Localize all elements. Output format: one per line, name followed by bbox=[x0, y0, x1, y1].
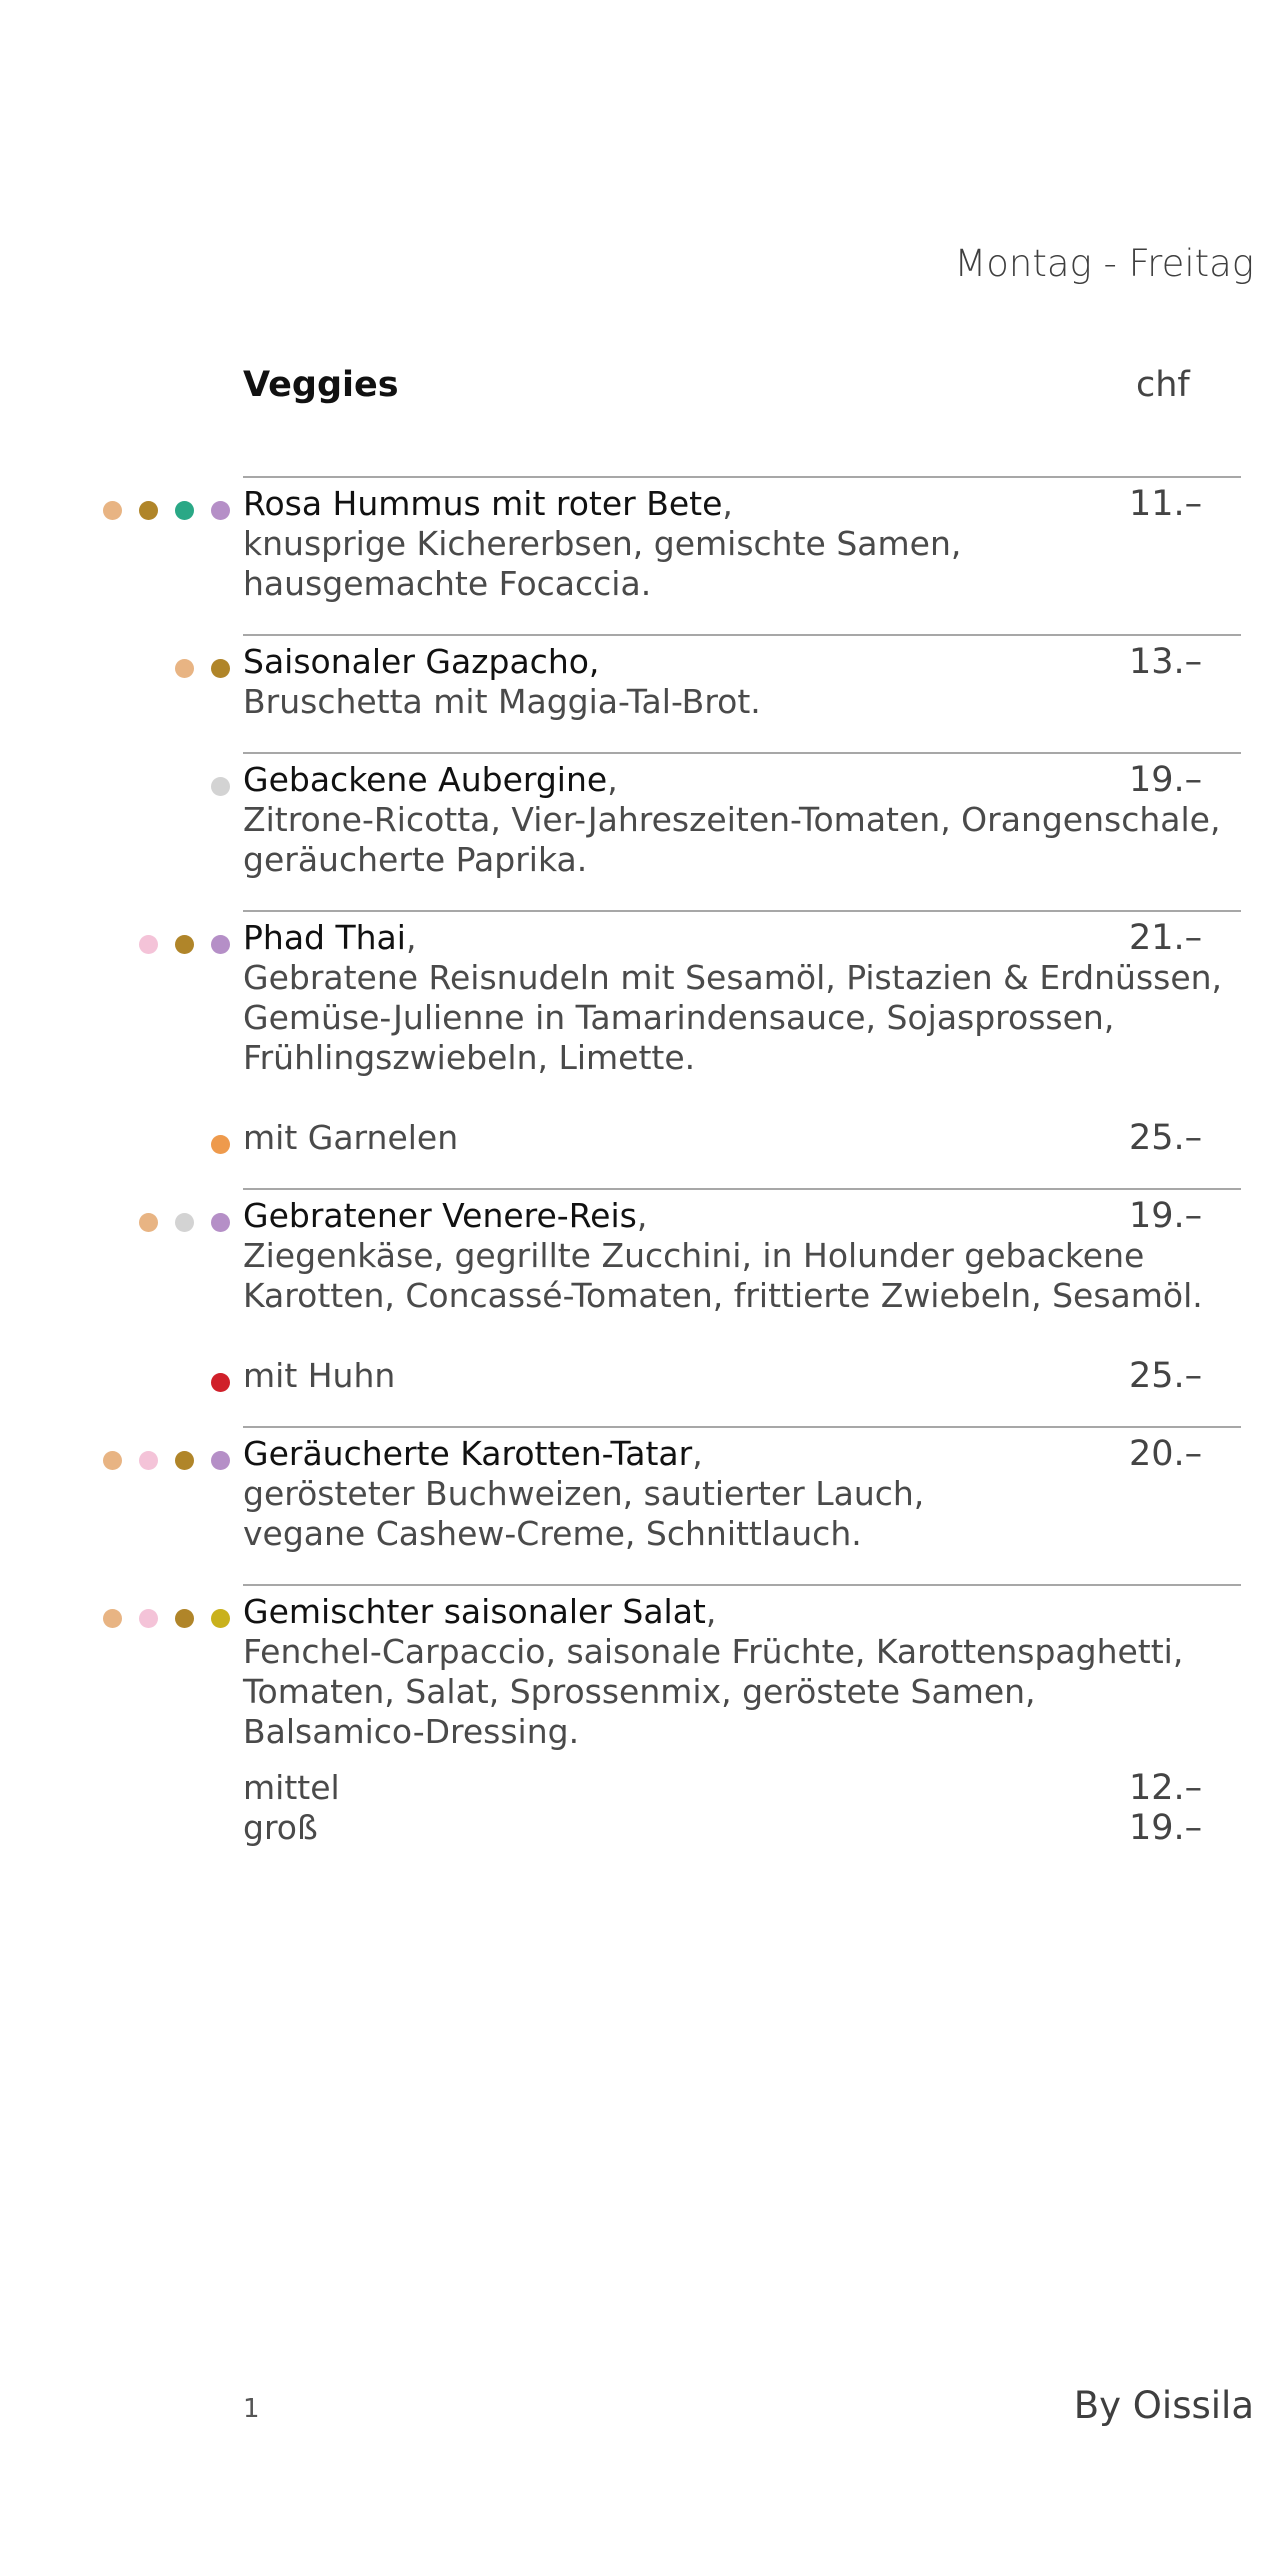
diet-dot-icon bbox=[103, 501, 122, 520]
size-label: groß bbox=[243, 1808, 318, 1847]
item-description: vegane Cashew-Creme, Schnittlauch. bbox=[243, 1514, 862, 1553]
item-description: Karotten, Concassé-Tomaten, frittierte Zwiebeln, Sesamöl. bbox=[243, 1276, 1203, 1315]
item-price: 19.– bbox=[1129, 1196, 1203, 1236]
diet-dots bbox=[211, 1373, 230, 1392]
diet-dot-icon bbox=[211, 1451, 230, 1470]
item-price: 13.– bbox=[1129, 642, 1203, 682]
item-name: Gebackene Aubergine bbox=[243, 760, 608, 799]
diet-dots bbox=[139, 935, 230, 954]
item-name: Gemischter saisonaler Salat bbox=[243, 1592, 706, 1631]
item-name-suffix: , bbox=[607, 760, 618, 799]
diet-dot-icon bbox=[103, 1451, 122, 1470]
size-label: mittel bbox=[243, 1768, 340, 1807]
item-name-line bbox=[243, 484, 1241, 524]
diet-dot-icon bbox=[211, 659, 230, 678]
item-name-suffix: , bbox=[692, 1434, 703, 1473]
diet-dots bbox=[103, 1609, 230, 1628]
diet-dot-icon bbox=[139, 501, 158, 520]
page-number: 1 bbox=[243, 2394, 260, 2424]
item-price: 19.– bbox=[1129, 760, 1203, 800]
diet-dot-icon bbox=[211, 1373, 230, 1392]
diet-dot-icon bbox=[103, 1609, 122, 1628]
item-price: 20.– bbox=[1129, 1434, 1203, 1474]
menu-item bbox=[243, 476, 1241, 634]
diet-dots bbox=[211, 1135, 230, 1154]
variant-label: mit Huhn bbox=[243, 1356, 396, 1395]
item-name-line bbox=[243, 1196, 1241, 1236]
size-row bbox=[243, 1768, 1241, 1808]
variant-price: 25.– bbox=[1129, 1118, 1203, 1158]
diet-dot-icon bbox=[175, 935, 194, 954]
item-description: hausgemachte Focaccia. bbox=[243, 564, 652, 603]
item-name: Geräucherte Karotten-Tatar bbox=[243, 1434, 693, 1473]
item-name: Rosa Hummus mit roter Bete bbox=[243, 484, 723, 523]
item-name: Phad Thai bbox=[243, 918, 406, 957]
item-name: Gebratener Venere-Reis bbox=[243, 1196, 637, 1235]
diet-dots bbox=[211, 777, 230, 796]
brand-signature: By Oissila bbox=[1073, 2384, 1254, 2427]
diet-dot-icon bbox=[211, 1135, 230, 1154]
item-price: 11.– bbox=[1129, 484, 1203, 524]
diet-dots bbox=[103, 1451, 230, 1470]
item-name-suffix: , bbox=[405, 918, 417, 957]
diet-dot-icon bbox=[139, 935, 158, 954]
variant-price: 25.– bbox=[1129, 1356, 1203, 1396]
diet-dot-icon bbox=[175, 1213, 194, 1232]
item-description: geräucherte Paprika. bbox=[243, 840, 588, 879]
menu-item bbox=[243, 752, 1241, 910]
days-label: Montag - Freitag bbox=[954, 242, 1254, 285]
menu-item bbox=[243, 910, 1241, 1108]
section-title: Veggies bbox=[243, 365, 399, 405]
diet-dots bbox=[175, 659, 230, 678]
item-description: Gemüse-Julienne in Tamarindensauce, Sojasprossen, bbox=[243, 998, 1115, 1037]
size-row bbox=[243, 1808, 1241, 1848]
item-name: Saisonaler Gazpacho, bbox=[243, 642, 600, 681]
menu-item bbox=[243, 1426, 1241, 1584]
item-description: Zitrone-Ricotta, Vier-Jahreszeiten-Tomaten, Orangenschale, bbox=[243, 800, 1221, 839]
item-description: Ziegenkäse, gegrillte Zucchini, in Holunder gebackene bbox=[243, 1236, 1145, 1275]
item-name-suffix: , bbox=[722, 484, 733, 523]
diet-dot-icon bbox=[175, 659, 194, 678]
menu-item bbox=[243, 1188, 1241, 1346]
item-name-suffix: , bbox=[636, 1196, 648, 1235]
size-options bbox=[243, 1768, 1241, 1848]
diet-dot-icon bbox=[139, 1213, 158, 1232]
item-description: Bruschetta mit Maggia-Tal-Brot. bbox=[243, 682, 761, 721]
variant-label: mit Garnelen bbox=[243, 1118, 459, 1157]
diet-dot-icon bbox=[139, 1451, 158, 1470]
item-name-line bbox=[243, 1592, 1241, 1632]
item-name-line bbox=[243, 760, 1241, 800]
item-description: gerösteter Buchweizen, sautierter Lauch, bbox=[243, 1474, 925, 1513]
diet-dot-icon bbox=[211, 777, 230, 796]
item-description: Gebratene Reisnudeln mit Sesamöl, Pistazien & Erdnüssen, bbox=[243, 958, 1223, 997]
diet-dot-icon bbox=[175, 1451, 194, 1470]
item-name-line bbox=[243, 642, 1241, 682]
menu-item-variant bbox=[243, 1346, 1241, 1426]
diet-dot-icon bbox=[175, 1609, 194, 1628]
menu-item-variant bbox=[243, 1108, 1241, 1188]
currency-label: chf bbox=[1136, 365, 1190, 405]
size-price: 19.– bbox=[1129, 1808, 1203, 1848]
item-description: Tomaten, Salat, Sprossenmix, geröstete Samen, bbox=[243, 1672, 1036, 1711]
diet-dot-icon bbox=[211, 935, 230, 954]
diet-dot-icon bbox=[211, 1609, 230, 1628]
diet-dot-icon bbox=[175, 501, 194, 520]
diet-dot-icon bbox=[211, 501, 230, 520]
item-description: Fenchel-Carpaccio, saisonale Früchte, Karottenspaghetti, bbox=[243, 1632, 1184, 1671]
menu-list bbox=[243, 476, 1241, 1878]
diet-dots bbox=[103, 501, 230, 520]
diet-dot-icon bbox=[139, 1609, 158, 1628]
item-price: 21.– bbox=[1129, 918, 1203, 958]
diet-dots bbox=[139, 1213, 230, 1232]
diet-dot-icon bbox=[211, 1213, 230, 1232]
menu-item bbox=[243, 634, 1241, 752]
menu-item bbox=[243, 1584, 1241, 1878]
size-price: 12.– bbox=[1129, 1768, 1203, 1808]
item-name-line bbox=[243, 918, 1241, 958]
item-name-line bbox=[243, 1434, 1241, 1474]
item-name-suffix: , bbox=[705, 1592, 717, 1631]
item-description: Balsamico-Dressing. bbox=[243, 1712, 580, 1751]
item-description: Frühlingszwiebeln, Limette. bbox=[243, 1038, 696, 1077]
item-description: knusprige Kichererbsen, gemischte Samen, bbox=[243, 524, 962, 563]
